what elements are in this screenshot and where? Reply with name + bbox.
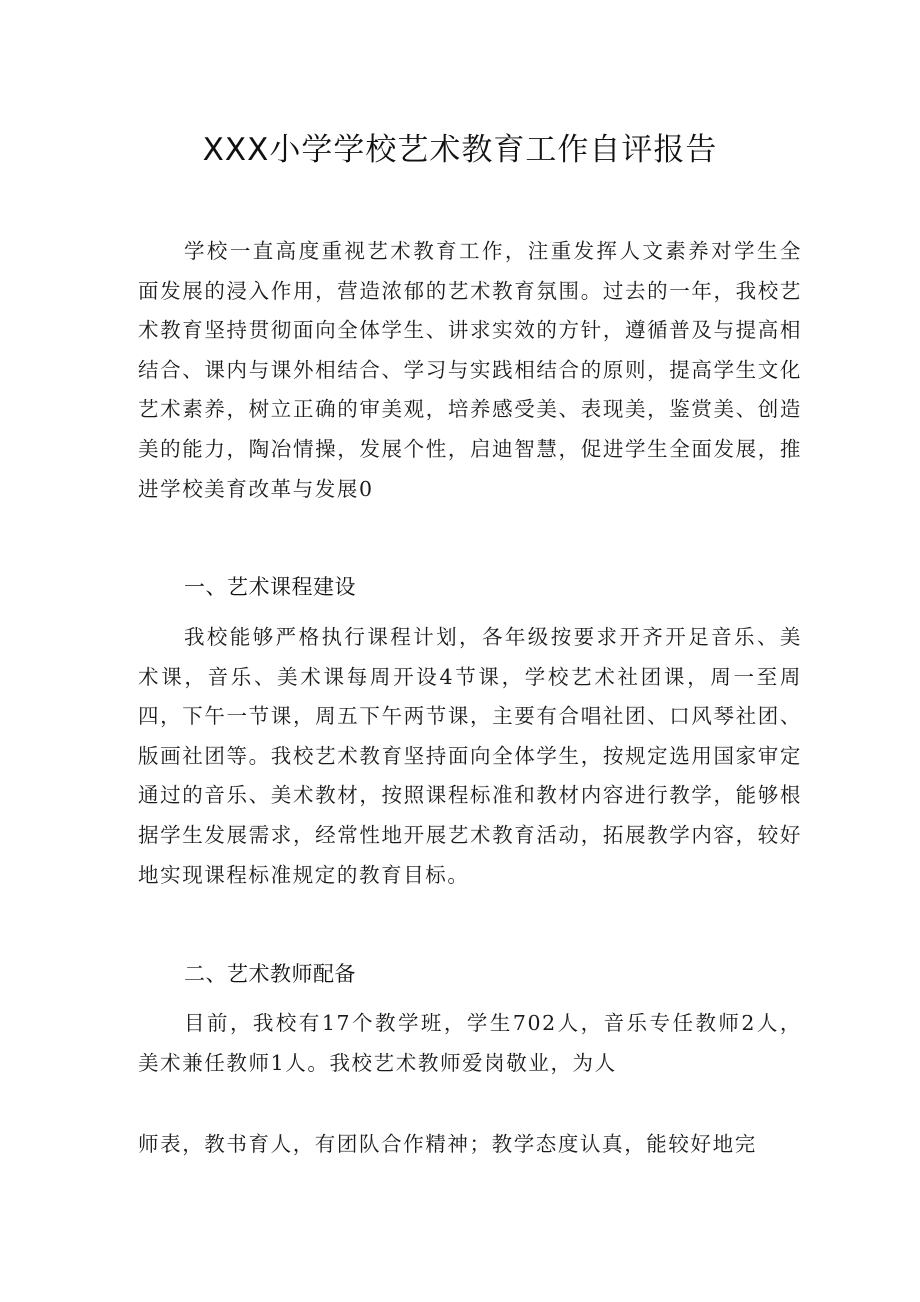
teachers-paragraph: 目前，我校有17个教学班，学生702人，音乐专任教师2人，美术兼任教师1人。我校艺术教师爱岗敬业，为人 [138, 1011, 802, 1075]
teachers-paragraph-continued: 师表，教书育人，有团队合作精神；教学态度认真，能较好地完 [138, 1132, 757, 1156]
intro-paragraph: 学校一直高度重视艺术教育工作，注重发挥人文素养对学生全面发展的浸入作用，营造浓郁的艺术教育氛围。过去的一年，我校艺术教育坚持贯彻面向全体学生、讲求实效的方针，遵循普及与提高相结合、课内与课外相结合、学习与实践相结合的原则，提高学生文化艺术素养，树立正确的审美观，培养感受美、表现美，鉴赏美、创造美的能力，陶冶情操，发展个性，启迪智慧，促进学生全面发展，推进学校美育改革与发展0 [138, 239, 802, 501]
curriculum-paragraph: 我校能够严格执行课程计划，各年级按要求开齐开足音乐、美术课，音乐、美术课每周开设4节课，学校艺术社团课，周一至周四，下午一节课，周五下午两节课，主要有合唱社团、口风琴社团、版画社团等。我校艺术教育坚持面向全体学生，按规定选用国家审定通过的音乐、美术教材，按照课程标准和教材内容进行教学，能够根据学生发展需求，经常性地开展艺术教育活动，拓展教学内容，较好地实现课程标准规定的教育目标。 [138, 625, 802, 887]
section-heading-curriculum: 一、艺术课程建设 [184, 575, 356, 599]
section-heading-teachers: 二、艺术教师配备 [184, 962, 356, 986]
document-title: XXX小学学校艺术教育工作自评报告 [202, 132, 718, 168]
